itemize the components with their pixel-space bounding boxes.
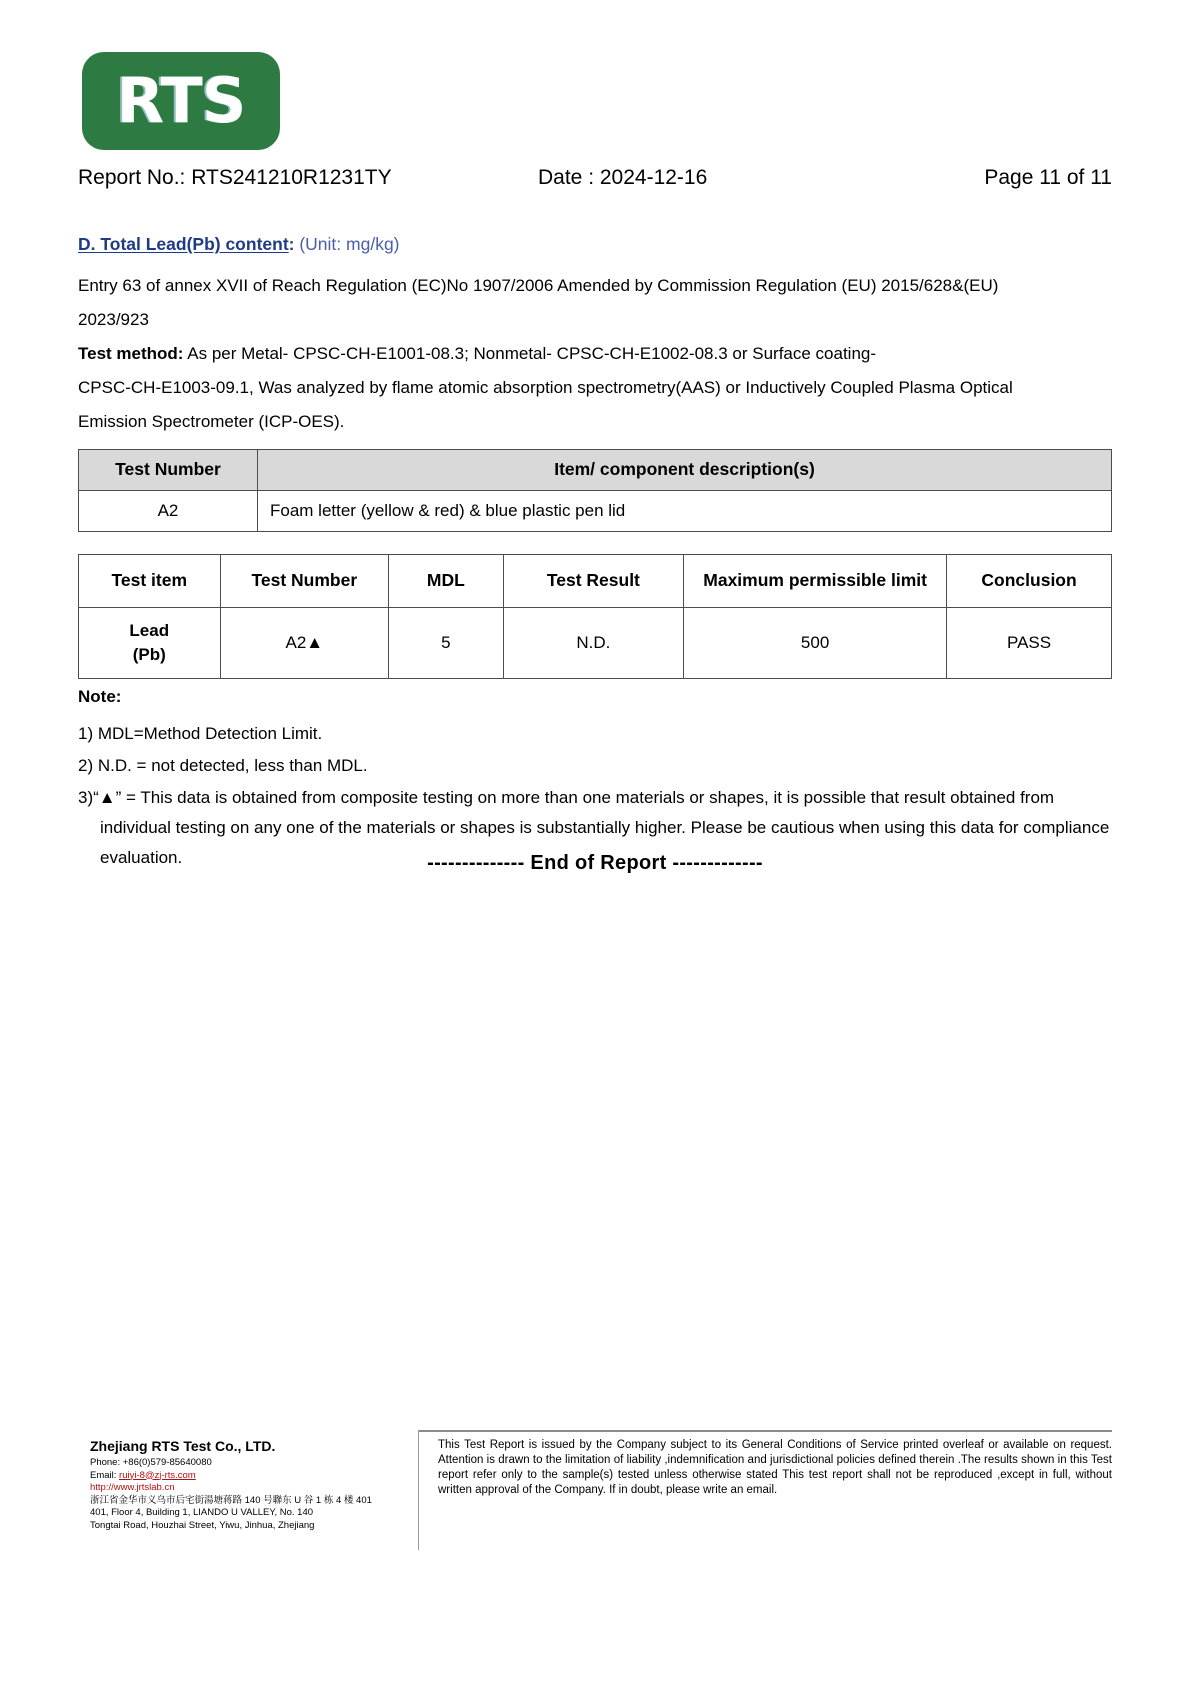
header-mdl: MDL — [389, 554, 504, 607]
footer-address-en-1: 401, Floor 4, Building 1, LIANDO U VALLEY, No. 140 — [90, 1507, 314, 1518]
footer-disclaimer-text: This Test Report is issued by the Company subject to its General Conditions of Service printed overleaf or available on request. Attention is drawn to the limitation of liability ,indemnification and jurisdictional policies defined therein .The results shown in this Test report refer only to the sample(s) tested unless otherwise stated This test report shall not be reproduced ,except in full, without written approval of the Company. If in doubt, please write an email. — [438, 1439, 1112, 1496]
note-item-2: 2) N.D. = not detected, less than MDL. — [78, 755, 368, 775]
section-unit: (Unit: mg/kg) — [294, 234, 400, 254]
header-maximum-permissible-limit: Maximum permissible limit — [684, 554, 947, 607]
end-of-report: -------------- End of Report ------------- — [427, 852, 763, 874]
logo-badge — [82, 52, 280, 150]
footer-website[interactable]: http://www.jrtslab.cn — [90, 1482, 175, 1493]
company-logo — [82, 52, 280, 150]
report-date: Date : 2024-12-16 — [538, 166, 708, 189]
page-number: Page 11 of 11 — [984, 166, 1112, 189]
cell-test-item — [79, 607, 221, 678]
cell-conclusion: PASS — [947, 607, 1112, 678]
test-method-text-1: As per Metal- CPSC-CH-E1001-08.3; Nonmetal- CPSC-CH-E1002-08.3 or Surface coating- — [183, 343, 877, 363]
report-content — [78, 232, 1112, 875]
header-test-item: Test item — [79, 554, 221, 607]
test-item-line-2: (Pb) — [132, 644, 166, 664]
test-method-label: Test method: — [78, 343, 184, 363]
notes-title: Note: — [78, 686, 122, 706]
header-item-description: Item/ component description(s) — [258, 449, 1112, 490]
test-method-line-3: Emission Spectrometer (ICP-OES). — [78, 411, 345, 431]
regulation-line-2: 2023/923 — [78, 309, 149, 329]
test-result-table — [78, 554, 1112, 679]
section-heading — [78, 232, 1112, 257]
cell-test-result: N.D. — [503, 607, 684, 678]
regulation-line-1: Entry 63 of annex XVII of Reach Regulation (EC)No 1907/2006 Amended by Commission Regulation (EU) 2015/628&(EU) — [78, 275, 999, 295]
table-row — [79, 490, 1112, 531]
cell-maximum-limit: 500 — [684, 607, 947, 678]
header-test-number: Test Number — [79, 449, 258, 490]
document-footer — [78, 1438, 1112, 1532]
report-number: Report No.: RTS241210R1231TY — [78, 166, 392, 189]
note-item-1: 1) MDL=Method Detection Limit. — [78, 723, 323, 743]
footer-email-line — [90, 1470, 418, 1483]
header-conclusion: Conclusion — [947, 554, 1112, 607]
footer-company-block — [78, 1438, 418, 1532]
notes-section — [78, 687, 1112, 873]
cell-item-description: Foam letter (yellow & red) & blue plastic pen lid — [258, 490, 1112, 531]
section-title-colon: : — [288, 234, 295, 254]
test-method-line-1 — [78, 339, 1112, 369]
header-test-number: Test Number — [220, 554, 389, 607]
footer-divider — [418, 1430, 1112, 1432]
section-title: D. Total Lead(Pb) content — [78, 234, 289, 254]
header-test-result: Test Result — [503, 554, 684, 607]
footer-disclaimer-block — [418, 1438, 1112, 1532]
footer-email-label: Email: — [90, 1469, 120, 1481]
footer-company-name: Zhejiang RTS Test Co., LTD. — [90, 1438, 276, 1454]
footer-email-address[interactable]: ruiyi-8@zj-rts.com — [119, 1469, 196, 1481]
table-header-row — [79, 449, 1112, 490]
footer-phone: Phone: +86(0)579-85640080 — [90, 1457, 212, 1468]
cell-test-number: A2 — [79, 490, 258, 531]
logo-text: RTS — [116, 64, 246, 137]
test-method-line-2: CPSC-CH-E1003-09.1, Was analyzed by flame atomic absorption spectrometry(AAS) or Inductively Coupled Plasma Optical — [78, 377, 1013, 397]
test-item-line-1: Lead — [129, 620, 170, 640]
note-item-3: 3)“▲” = This data is obtained from composite testing on more than one materials or shapes, it is possible that result obtained from individual testing on any one of the materials or shapes is substantially higher. Please be cautious when using this data for compliance evaluation. — [78, 787, 1110, 867]
document-header — [78, 166, 1112, 190]
cell-mdl: 5 — [389, 607, 504, 678]
cell-test-number: A2▲ — [220, 607, 389, 678]
sample-description-table — [78, 449, 1112, 532]
table-header-row — [79, 554, 1112, 607]
table-row — [79, 607, 1112, 678]
footer-address-en-2: Tongtai Road, Houzhai Street, Yiwu, Jinhua, Zhejiang — [90, 1519, 315, 1531]
footer-address-cn: 浙江省金华市义乌市后宅街湯塘蒋路 140 号聯东 U 谷 1 栋 4 楼 401 — [90, 1494, 372, 1506]
